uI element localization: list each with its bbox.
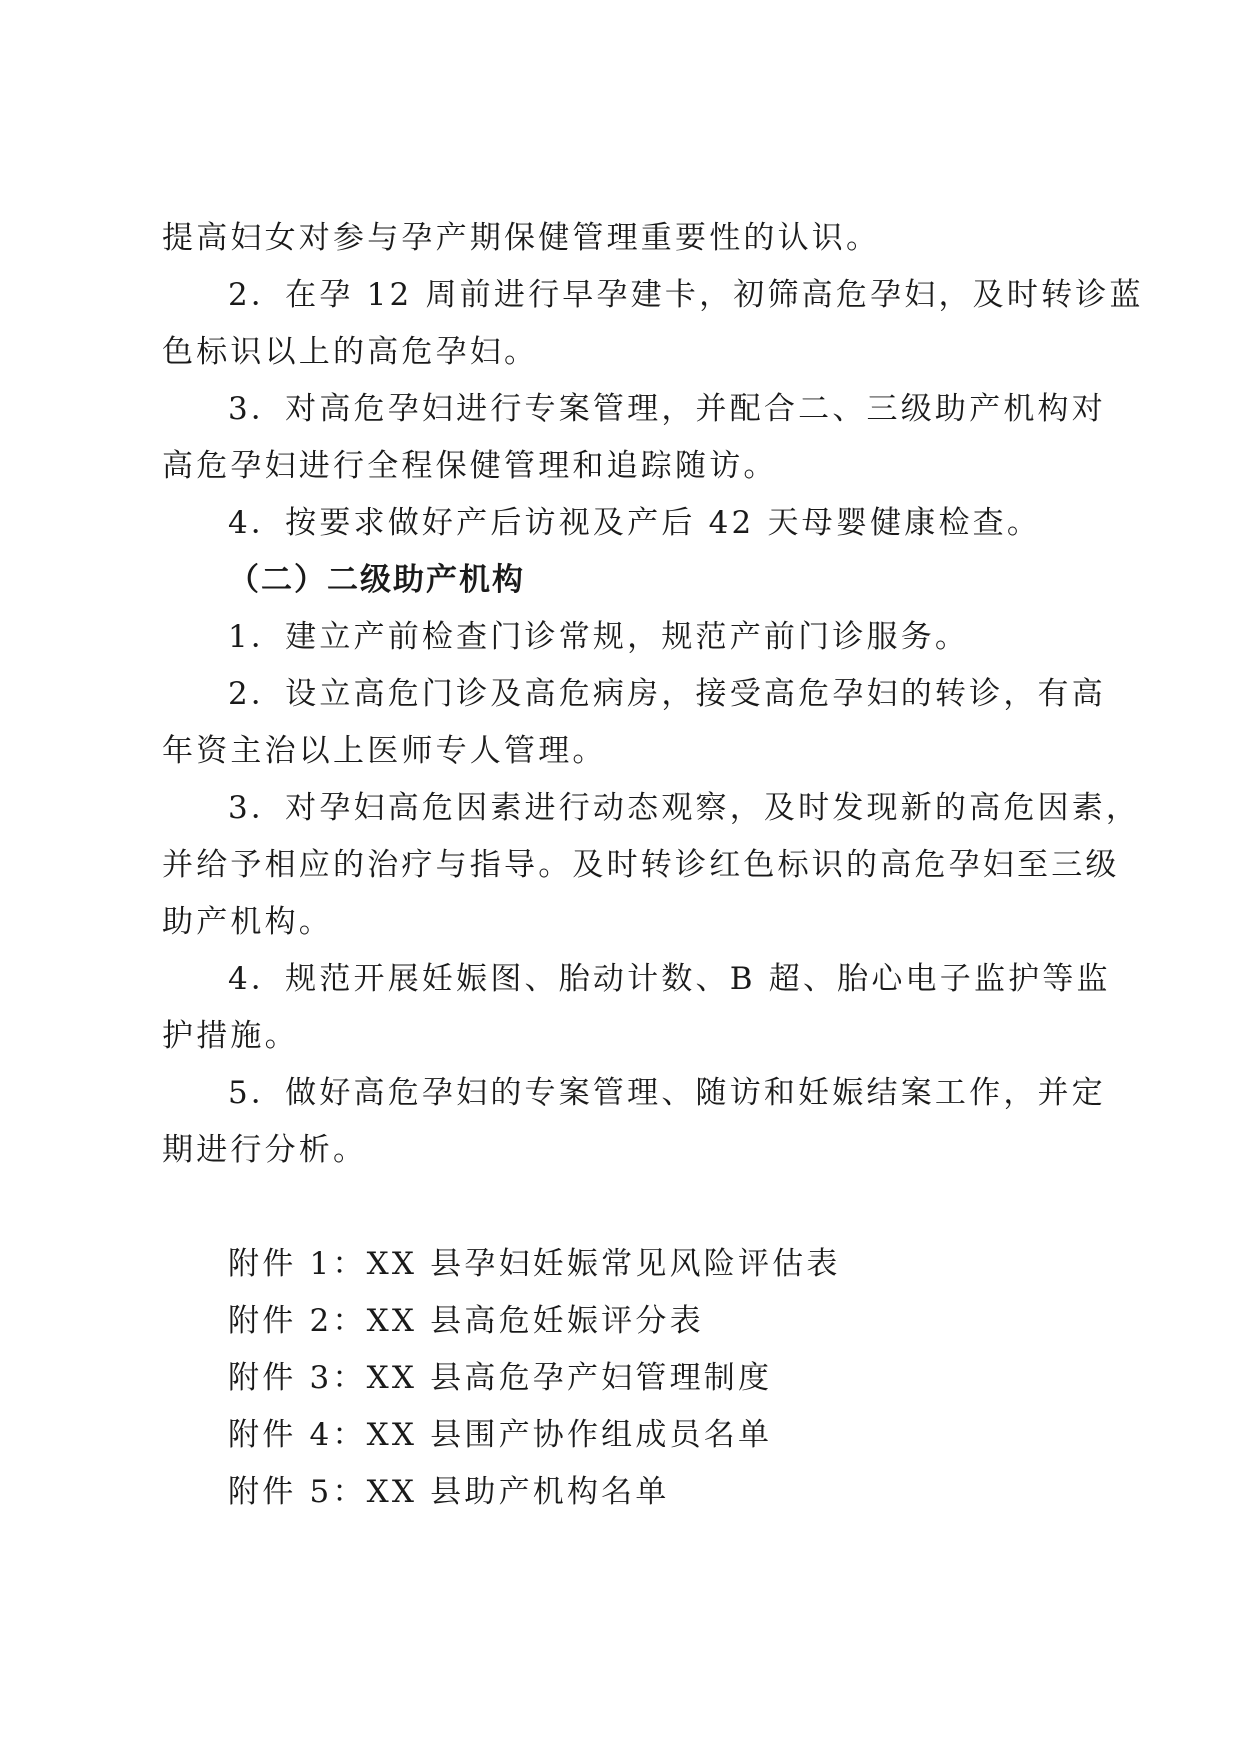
blank-line — [162, 1179, 1082, 1236]
attachment-item: 附件 2：XX 县高危妊娠评分表 — [228, 1303, 704, 1339]
list-item-line: 年资主治以上医师专人管理。 — [162, 733, 607, 769]
list-item-line: 护措施。 — [162, 1018, 299, 1054]
paragraph-line: 提高妇女对参与孕产期保健管理重要性的认识。 — [162, 220, 881, 256]
list-item-line: 1．建立产前检查门诊常规，规范产前门诊服务。 — [228, 619, 970, 655]
list-item-line: 4．规范开展妊娠图、胎动计数、B 超、胎心电子监护等监 — [228, 961, 1111, 997]
paragraph-line: 色标识以上的高危孕妇。 — [162, 334, 539, 370]
list-item-line: 助产机构。 — [162, 904, 333, 940]
attachment-item: 附件 5：XX 县助产机构名单 — [228, 1474, 670, 1510]
attachment-item: 附件 3：XX 县高危孕产妇管理制度 — [228, 1360, 773, 1396]
list-item-line: 2．设立高危门诊及高危病房，接受高危孕妇的转诊，有高 — [228, 676, 1106, 712]
list-item-line: 5．做好高危孕妇的专案管理、随访和妊娠结案工作，并定 — [228, 1075, 1106, 1111]
list-item-line: 3．对孕妇高危因素进行动态观察，及时发现新的高危因素， — [228, 790, 1141, 826]
paragraph-line: 3．对高危孕妇进行专案管理，并配合二、三级助产机构对 — [228, 391, 1106, 427]
section-heading: （二）二级助产机构 — [228, 562, 525, 598]
attachment-item: 附件 1：XX 县孕妇妊娠常见风险评估表 — [228, 1246, 841, 1282]
attachment-item: 附件 4：XX 县围产协作组成员名单 — [228, 1417, 773, 1453]
list-item-line: 并给予相应的治疗与指导。及时转诊红色标识的高危孕妇至三级 — [162, 847, 1120, 883]
paragraph-line: 高危孕妇进行全程保健管理和追踪随访。 — [162, 448, 778, 484]
list-item-line: 期进行分析。 — [162, 1132, 368, 1168]
paragraph-line: 2．在孕 12 周前进行早孕建卡，初筛高危孕妇，及时转诊蓝 — [228, 277, 1144, 313]
paragraph-line: 4．按要求做好产后访视及产后 42 天母婴健康检查。 — [228, 505, 1042, 541]
document-body — [162, 210, 1144, 1521]
